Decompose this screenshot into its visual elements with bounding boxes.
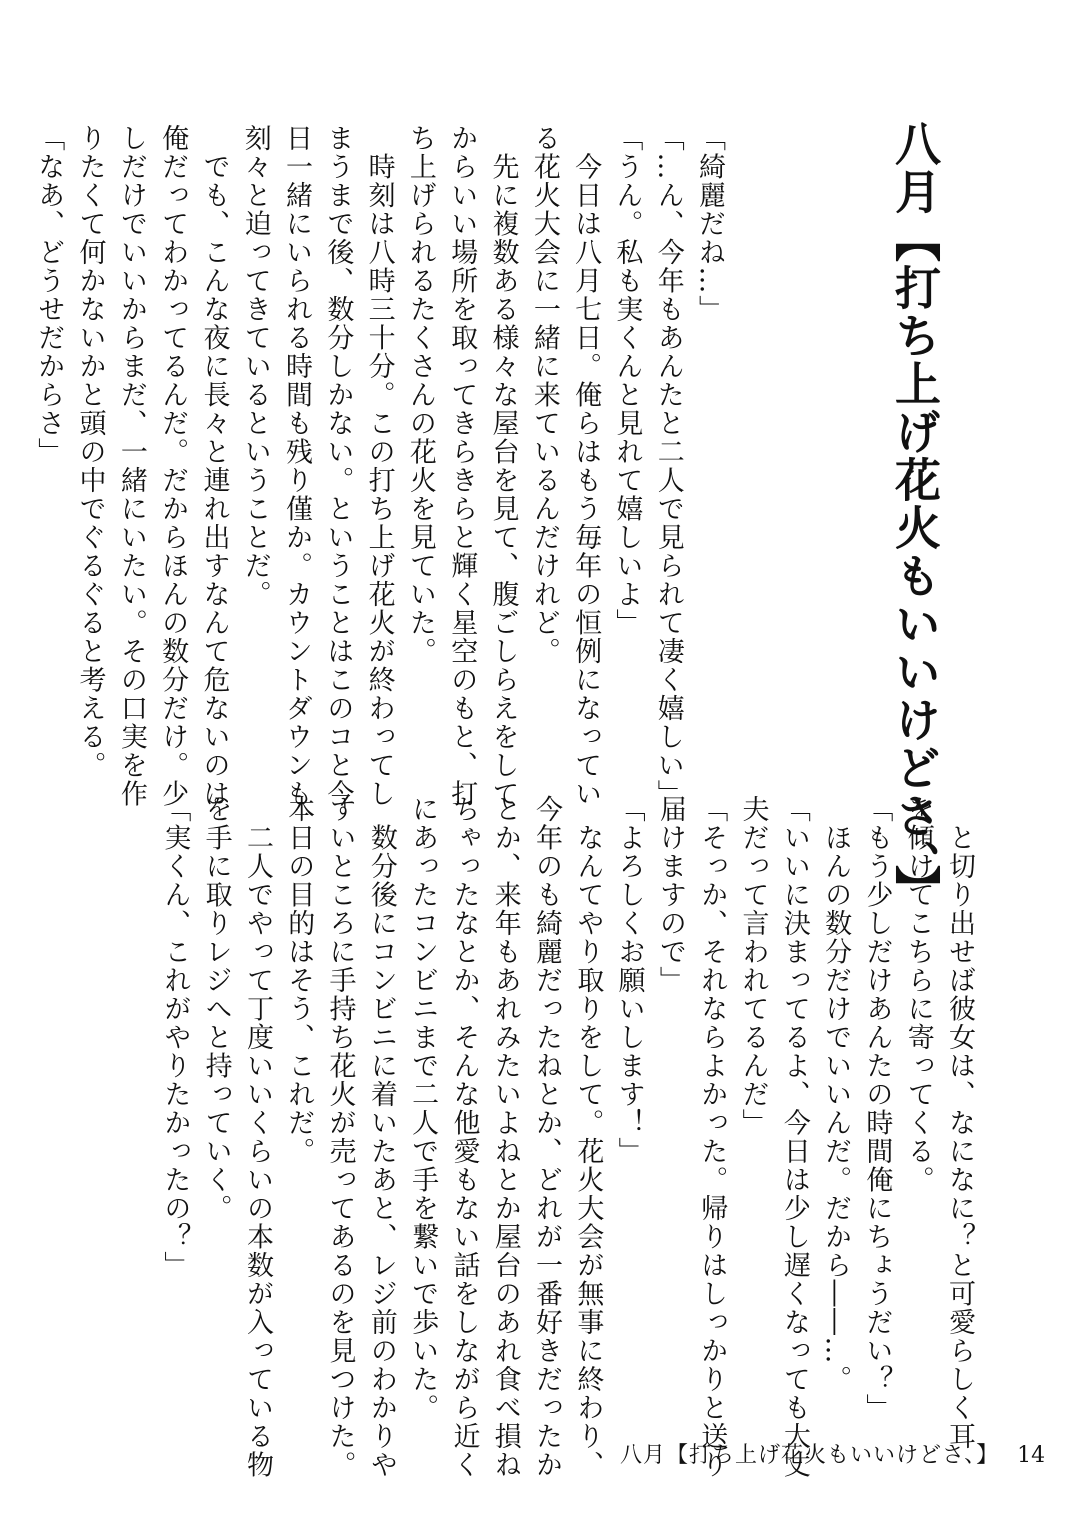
text-column: なんてやり取りをして。花火大会が無事に終わり、 bbox=[572, 795, 604, 1479]
text-column: まうまで後、数分しかない。ということはこのコと今 bbox=[322, 124, 354, 808]
text-column: 夫だって言われてるんだ」 bbox=[737, 795, 769, 1137]
text-column: すいところに手持ち花火が売ってあるのを見つけた。 bbox=[324, 795, 356, 1479]
text-column: を手に取りレジへと持っていく。 bbox=[200, 795, 232, 1223]
text-column: 「綺麗だね…」 bbox=[694, 124, 725, 324]
text-column: る花火大会に一緒に来ているんだけれど。 bbox=[528, 124, 560, 666]
text-column: からいい場所を取ってきらきらと輝く星空のもと、打 bbox=[446, 124, 478, 808]
text-column: とか、来年もあれみたいよねとか屋台のあれ食べ損ね bbox=[489, 795, 521, 1479]
text-column: 刻々と迫ってきているということだ。 bbox=[239, 124, 271, 609]
text-column: 届けますので」 bbox=[654, 795, 686, 995]
text-column: 本日の目的はそう、これだ。 bbox=[283, 795, 315, 1166]
page-footer bbox=[620, 1438, 1046, 1469]
text-column: 二人でやって丁度いいくらいの本数が入っている物 bbox=[241, 795, 273, 1479]
text-column: 「実くん、これがやりたかったの？」 bbox=[159, 795, 191, 1280]
text-column: ちゃったなとか、そんな他愛もない話をしながら近く bbox=[448, 795, 480, 1479]
text-column: 「…ん、今年もあんたと二人で見られて凄く嬉しい」 bbox=[652, 124, 684, 808]
text-column: 「よろしくお願いします！」 bbox=[613, 795, 645, 1166]
text-column: でも、こんな夜に長々と連れ出すなんて危ないのは bbox=[198, 124, 230, 808]
text-column: しだけでいいからまだ、一緒にいたい。その口実を作 bbox=[115, 124, 147, 808]
text-column: 時刻は八時三十分。この打ち上げ花火が終わってし bbox=[363, 124, 395, 808]
text-column: 先に複数ある様々な屋台を見て、腹ごしらえをして bbox=[487, 124, 519, 808]
running-title: 八月【打ち上げ花火もいいけどさ、】 bbox=[620, 1443, 1000, 1468]
text-column: 日一緒にいられる時間も残り僅か。カウントダウンも bbox=[281, 124, 313, 808]
text-column: ほんの数分だけでいいんだ。だから――…。 bbox=[820, 795, 852, 1394]
text-column: 「そっか、それならよかった。帰りはしっかりと送り bbox=[696, 795, 728, 1479]
text-column: 今日は八月七日。俺らはもう毎年の恒例になってい bbox=[570, 124, 602, 808]
text-column: ち上げられるたくさんの花火を見ていた。 bbox=[404, 124, 436, 666]
text-column: にあったコンビニまで二人で手を繋いで歩いた。 bbox=[407, 795, 439, 1422]
page-number: 14 bbox=[1017, 1443, 1046, 1468]
text-column: りたくて何かないかと頭の中でぐるぐると考える。 bbox=[74, 124, 106, 780]
text-column: 「いいに決まってるよ、今日は少し遅くなっても大丈 bbox=[778, 795, 810, 1479]
text-column: 今年のも綺麗だったねとか、どれが一番好きだったか bbox=[531, 795, 563, 1479]
text-column: 「もう少しだけあんたの時間俺にちょうだい？」 bbox=[861, 795, 893, 1422]
text-column: 「なあ、どうせだからさ」 bbox=[33, 124, 65, 466]
text-column: を傾けてこちらに寄ってくる。 bbox=[902, 795, 934, 1194]
text-column: 俺だってわかってるんだ。だからほんの数分だけ。少 bbox=[157, 124, 189, 808]
text-column: 数分後にコンビニに着いたあと、レジ前のわかりや bbox=[365, 795, 397, 1479]
text-column: と切り出せば彼女は、なになに？と可愛らしく耳 bbox=[944, 795, 975, 1451]
chapter-title: 八月【打ち上げ花火もいいけどさ、】 bbox=[888, 120, 942, 913]
upper-text-block bbox=[33, 124, 730, 808]
text-column: 「うん。私も実くんと見れて嬉しいよ」 bbox=[611, 124, 643, 637]
